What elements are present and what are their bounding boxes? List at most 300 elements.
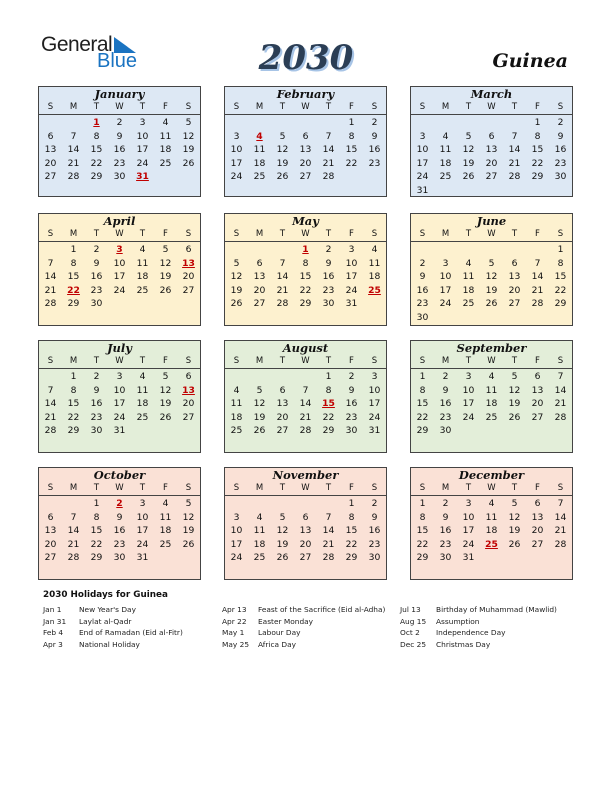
calendar-day: 30 bbox=[90, 425, 103, 437]
calendar-day: 3 bbox=[233, 130, 240, 142]
calendar-day: 25 bbox=[159, 538, 172, 550]
calendar-day: 6 bbox=[279, 384, 286, 396]
weekday-label: S bbox=[185, 229, 192, 239]
weekday-label: T bbox=[93, 229, 100, 239]
holiday-name: New Year's Day bbox=[79, 605, 136, 614]
calendar-day: 11 bbox=[253, 144, 266, 156]
calendar-day: 25 bbox=[136, 411, 149, 423]
calendar-day: 4 bbox=[139, 371, 146, 382]
calendar-day: 23 bbox=[322, 284, 335, 296]
holiday-day: 2 bbox=[116, 498, 123, 509]
calendar-day: 22 bbox=[90, 157, 103, 169]
calendar-day: 1 bbox=[534, 117, 541, 128]
calendar-day: 28 bbox=[299, 425, 312, 437]
calendar-day: 7 bbox=[70, 511, 77, 523]
holiday-day: 13 bbox=[182, 384, 195, 396]
calendar-day: 20 bbox=[299, 538, 312, 550]
weekday-label: F bbox=[349, 229, 354, 239]
weekday-label: S bbox=[185, 483, 192, 493]
calendar-day: 5 bbox=[511, 371, 518, 382]
calendar-day: 23 bbox=[554, 157, 567, 169]
calendar-day: 16 bbox=[416, 284, 429, 296]
calendar-year: 2030 bbox=[258, 38, 354, 78]
weekday-label: F bbox=[163, 483, 168, 493]
holiday-list bbox=[43, 590, 583, 660]
calendar-day: 15 bbox=[416, 525, 429, 537]
holiday-date: Apr 22 bbox=[222, 616, 247, 626]
calendar-day: 19 bbox=[159, 398, 172, 410]
calendar-day: 10 bbox=[136, 130, 149, 142]
calendar-day: 6 bbox=[47, 130, 54, 142]
calendar-day: 20 bbox=[182, 271, 195, 283]
calendar-day: 17 bbox=[230, 538, 243, 550]
calendar-day: 17 bbox=[136, 144, 149, 156]
calendar-day: 16 bbox=[368, 144, 381, 156]
month-april bbox=[38, 213, 201, 326]
calendar-day: 17 bbox=[345, 271, 358, 283]
weekday-label: F bbox=[349, 102, 354, 112]
calendar-day: 27 bbox=[531, 538, 544, 550]
calendar-day: 30 bbox=[345, 425, 358, 437]
calendar-day: 2 bbox=[348, 371, 355, 382]
calendar-day: 18 bbox=[253, 157, 266, 169]
calendar-day: 19 bbox=[253, 411, 266, 423]
calendar-day: 20 bbox=[508, 284, 521, 296]
holiday-name: Birthday of Muhammad (Mawlid) bbox=[436, 605, 557, 614]
month-february bbox=[224, 86, 387, 197]
weekday-label: T bbox=[511, 483, 518, 493]
weekday-header bbox=[411, 355, 572, 369]
calendar-day: 12 bbox=[182, 511, 195, 523]
calendar-day: 1 bbox=[70, 244, 77, 255]
calendar-day: 1 bbox=[70, 371, 77, 382]
weekday-label: M bbox=[69, 229, 78, 239]
calendar-day: 28 bbox=[322, 552, 335, 564]
calendar-day: 28 bbox=[531, 298, 544, 310]
calendar-day: 2 bbox=[442, 371, 449, 382]
calendar-day: 28 bbox=[554, 538, 567, 550]
calendar-day: 30 bbox=[439, 425, 452, 437]
calendar-day: 18 bbox=[230, 411, 243, 423]
calendar-day: 19 bbox=[159, 271, 172, 283]
calendar-day: 17 bbox=[462, 398, 475, 410]
calendar-day: 13 bbox=[531, 384, 544, 396]
calendar-day: 18 bbox=[462, 284, 475, 296]
weekday-label: S bbox=[419, 483, 426, 493]
calendar-day: 22 bbox=[67, 411, 80, 423]
calendar-day: 10 bbox=[462, 384, 475, 396]
weekday-label: F bbox=[349, 483, 354, 493]
calendar-day: 14 bbox=[299, 398, 312, 410]
calendar-day: 14 bbox=[44, 398, 57, 410]
calendar-day: 14 bbox=[554, 384, 567, 396]
calendar-day: 30 bbox=[90, 298, 103, 310]
holiday-date: Feb 4 bbox=[43, 628, 64, 638]
calendar-day: 9 bbox=[93, 257, 100, 269]
weekday-label: F bbox=[163, 102, 168, 112]
weekday-label: S bbox=[371, 483, 378, 493]
calendar-day: 14 bbox=[322, 525, 335, 537]
calendar-day: 9 bbox=[371, 130, 378, 142]
calendar-day: 5 bbox=[185, 117, 192, 128]
weekday-label: S bbox=[557, 102, 564, 112]
month-name: November bbox=[272, 468, 339, 482]
calendar-day: 15 bbox=[416, 398, 429, 410]
weekday-label: S bbox=[371, 102, 378, 112]
weekday-label: M bbox=[441, 483, 450, 493]
calendar-day: 19 bbox=[462, 157, 475, 169]
holiday-name: National Holiday bbox=[79, 639, 140, 649]
calendar-day: 10 bbox=[462, 511, 475, 523]
calendar-day: 10 bbox=[230, 525, 243, 537]
calendar-day: 21 bbox=[322, 157, 335, 169]
calendar-day: 14 bbox=[531, 271, 544, 283]
calendar-day: 9 bbox=[442, 511, 449, 523]
weekday-label: T bbox=[93, 102, 100, 112]
calendar-day: 4 bbox=[256, 511, 263, 523]
calendar-day: 19 bbox=[276, 538, 289, 550]
weekday-label: T bbox=[511, 229, 518, 239]
calendar-day: 9 bbox=[116, 511, 123, 523]
calendar-day: 22 bbox=[416, 538, 429, 550]
weekday-header bbox=[225, 101, 386, 115]
calendar-day: 21 bbox=[44, 284, 57, 296]
calendar-day: 20 bbox=[531, 525, 544, 537]
calendar-day: 11 bbox=[439, 144, 452, 156]
calendar-day: 3 bbox=[371, 371, 378, 382]
holiday-name: Independence Day bbox=[436, 628, 506, 638]
weekday-header bbox=[225, 482, 386, 496]
calendar-day: 30 bbox=[113, 552, 126, 564]
holiday-name: End of Ramadan (Eid al-Fitr) bbox=[79, 628, 183, 638]
holiday-day: 13 bbox=[182, 257, 195, 269]
calendar-day: 6 bbox=[302, 130, 309, 142]
calendar-day: 11 bbox=[368, 257, 381, 269]
calendar-day: 3 bbox=[116, 371, 123, 382]
calendar-day: 9 bbox=[442, 384, 449, 396]
calendar-day: 23 bbox=[113, 157, 126, 169]
calendar-day: 19 bbox=[508, 398, 521, 410]
weekday-label: S bbox=[47, 102, 54, 112]
calendar-day: 2 bbox=[116, 117, 123, 128]
calendar-day: 10 bbox=[113, 384, 126, 396]
calendar-day: 26 bbox=[253, 425, 266, 437]
calendar-day: 9 bbox=[348, 384, 355, 396]
weekday-label: S bbox=[47, 483, 54, 493]
weekday-label: T bbox=[139, 229, 146, 239]
calendar-day: 1 bbox=[419, 498, 426, 509]
month-name: April bbox=[103, 214, 136, 228]
calendar-day: 5 bbox=[162, 371, 169, 382]
calendar-day: 25 bbox=[136, 284, 149, 296]
calendar-day: 27 bbox=[485, 171, 498, 183]
calendar-day: 22 bbox=[322, 411, 335, 423]
calendar-day: 6 bbox=[47, 511, 54, 523]
calendar-day: 29 bbox=[67, 425, 80, 437]
weekday-label: T bbox=[93, 356, 100, 366]
calendar-day: 6 bbox=[511, 257, 518, 269]
calendar-day: 25 bbox=[253, 171, 266, 183]
calendar-day: 8 bbox=[302, 257, 309, 269]
holiday-day: 3 bbox=[116, 244, 123, 255]
calendar-day: 26 bbox=[276, 171, 289, 183]
calendar-day: 24 bbox=[439, 298, 452, 310]
calendar-day: 12 bbox=[276, 144, 289, 156]
calendar-day: 13 bbox=[531, 511, 544, 523]
calendar-day: 15 bbox=[345, 144, 358, 156]
calendar-day: 6 bbox=[185, 244, 192, 255]
weekday-label: T bbox=[139, 356, 146, 366]
weekday-label: M bbox=[69, 356, 78, 366]
weekday-header bbox=[39, 482, 200, 496]
weekday-label: W bbox=[487, 102, 496, 112]
calendar-day: 12 bbox=[182, 130, 195, 142]
calendar-day: 28 bbox=[276, 298, 289, 310]
calendar-day: 5 bbox=[511, 498, 518, 509]
calendar-day: 8 bbox=[325, 384, 332, 396]
calendar-day: 28 bbox=[508, 171, 521, 183]
month-name: December bbox=[458, 468, 525, 482]
calendar-day: 28 bbox=[44, 425, 57, 437]
calendar-day: 18 bbox=[159, 525, 172, 537]
calendar-day: 8 bbox=[419, 511, 426, 523]
calendar-day: 24 bbox=[230, 552, 243, 564]
calendar-day: 20 bbox=[531, 398, 544, 410]
calendar-day: 25 bbox=[230, 425, 243, 437]
calendar-day: 19 bbox=[230, 284, 243, 296]
calendar-day: 21 bbox=[531, 284, 544, 296]
calendar-day: 24 bbox=[368, 411, 381, 423]
weekday-label: M bbox=[255, 102, 264, 112]
calendar-day: 27 bbox=[253, 298, 266, 310]
calendar-day: 4 bbox=[162, 498, 169, 509]
calendar-day: 6 bbox=[488, 130, 495, 142]
calendar-day: 14 bbox=[67, 525, 80, 537]
calendar-day: 6 bbox=[256, 257, 263, 269]
calendar-day: 9 bbox=[325, 257, 332, 269]
weekday-label: S bbox=[371, 356, 378, 366]
month-november bbox=[224, 467, 387, 580]
calendar-day: 14 bbox=[276, 271, 289, 283]
calendar-day: 13 bbox=[508, 271, 521, 283]
calendar-day: 27 bbox=[182, 284, 195, 296]
calendar-day: 5 bbox=[185, 498, 192, 509]
calendar-day: 26 bbox=[508, 538, 521, 550]
holiday-day: 4 bbox=[256, 130, 263, 142]
calendar-day: 7 bbox=[557, 371, 564, 382]
weekday-label: S bbox=[47, 229, 54, 239]
weekday-label: F bbox=[535, 102, 540, 112]
calendar-day: 18 bbox=[159, 144, 172, 156]
calendar-day: 15 bbox=[90, 525, 103, 537]
calendar-day: 23 bbox=[113, 538, 126, 550]
month-name: July bbox=[107, 341, 132, 355]
calendar-day: 2 bbox=[371, 498, 378, 509]
calendar-day: 24 bbox=[462, 411, 475, 423]
calendar-day: 7 bbox=[325, 130, 332, 142]
month-july bbox=[38, 340, 201, 453]
calendar-day: 30 bbox=[322, 298, 335, 310]
calendar-day: 2 bbox=[557, 117, 564, 128]
weekday-label: T bbox=[511, 356, 518, 366]
calendar-day: 28 bbox=[67, 552, 80, 564]
calendar-day: 21 bbox=[554, 398, 567, 410]
calendar-day: 16 bbox=[345, 398, 358, 410]
calendar-day: 18 bbox=[485, 525, 498, 537]
weekday-label: M bbox=[441, 356, 450, 366]
weekday-label: T bbox=[465, 356, 472, 366]
holiday-day: 31 bbox=[136, 171, 149, 183]
calendar-day: 15 bbox=[67, 398, 80, 410]
month-name: February bbox=[276, 87, 335, 101]
calendar-day: 4 bbox=[442, 130, 449, 142]
calendar-day: 29 bbox=[416, 425, 429, 437]
calendar-day: 13 bbox=[44, 144, 57, 156]
weekday-label: S bbox=[557, 356, 564, 366]
holiday-date: Dec 25 bbox=[400, 639, 427, 649]
holiday-day: 1 bbox=[302, 244, 309, 255]
weekday-label: F bbox=[535, 356, 540, 366]
calendar-day: 14 bbox=[508, 144, 521, 156]
month-name: June bbox=[476, 214, 507, 228]
calendar-day: 6 bbox=[534, 498, 541, 509]
calendar-day: 4 bbox=[162, 117, 169, 128]
calendar-day: 23 bbox=[439, 538, 452, 550]
weekday-label: W bbox=[301, 229, 310, 239]
calendar-day: 5 bbox=[279, 130, 286, 142]
calendar-day: 10 bbox=[230, 144, 243, 156]
calendar-day: 27 bbox=[276, 425, 289, 437]
calendar-day: 17 bbox=[416, 157, 429, 169]
calendar-day: 12 bbox=[276, 525, 289, 537]
calendar-day: 9 bbox=[419, 271, 426, 283]
calendar-day: 16 bbox=[439, 398, 452, 410]
calendar-day: 24 bbox=[230, 171, 243, 183]
calendar-day: 22 bbox=[416, 411, 429, 423]
calendar-day: 5 bbox=[233, 257, 240, 269]
calendar-day: 30 bbox=[113, 171, 126, 183]
calendar-day: 27 bbox=[44, 171, 57, 183]
weekday-label: T bbox=[139, 102, 146, 112]
calendar-day: 20 bbox=[182, 398, 195, 410]
calendar-day: 26 bbox=[276, 552, 289, 564]
weekday-label: S bbox=[47, 356, 54, 366]
weekday-label: M bbox=[255, 229, 264, 239]
calendar-day: 10 bbox=[439, 271, 452, 283]
month-may bbox=[224, 213, 387, 326]
weekday-header bbox=[411, 101, 572, 115]
calendar-day: 27 bbox=[508, 298, 521, 310]
calendar-day: 2 bbox=[93, 371, 100, 382]
weekday-header bbox=[411, 482, 572, 496]
calendar-day: 19 bbox=[508, 525, 521, 537]
weekday-label: S bbox=[557, 483, 564, 493]
calendar-day: 23 bbox=[90, 411, 103, 423]
calendar-day: 7 bbox=[557, 498, 564, 509]
calendar-day: 24 bbox=[136, 538, 149, 550]
weekday-label: T bbox=[325, 229, 332, 239]
calendar-day: 9 bbox=[116, 130, 123, 142]
holiday-date: Apr 13 bbox=[222, 605, 247, 614]
weekday-label: T bbox=[279, 102, 286, 112]
calendar-day: 3 bbox=[139, 498, 146, 509]
calendar-day: 10 bbox=[136, 511, 149, 523]
calendar-day: 12 bbox=[159, 384, 172, 396]
calendar-day: 26 bbox=[159, 411, 172, 423]
month-january bbox=[38, 86, 201, 197]
calendar-day: 18 bbox=[485, 398, 498, 410]
calendar-day: 19 bbox=[182, 525, 195, 537]
calendar-day: 11 bbox=[253, 525, 266, 537]
calendar-day: 1 bbox=[348, 498, 355, 509]
weekday-label: W bbox=[301, 356, 310, 366]
calendar-day: 7 bbox=[279, 257, 286, 269]
weekday-label: F bbox=[163, 356, 168, 366]
weekday-header bbox=[39, 228, 200, 242]
holiday-day: 25 bbox=[485, 538, 498, 550]
holiday-date: May 25 bbox=[222, 639, 250, 649]
calendar-day: 22 bbox=[345, 157, 358, 169]
month-name: September bbox=[456, 341, 527, 355]
calendar-day: 18 bbox=[439, 157, 452, 169]
calendar-day: 14 bbox=[554, 511, 567, 523]
calendar-day: 2 bbox=[442, 498, 449, 509]
calendar-day: 19 bbox=[485, 284, 498, 296]
calendar-day: 10 bbox=[416, 144, 429, 156]
calendar-day: 19 bbox=[276, 157, 289, 169]
calendar-day: 20 bbox=[44, 538, 57, 550]
calendar-day: 5 bbox=[279, 511, 286, 523]
calendar-day: 29 bbox=[322, 425, 335, 437]
calendar-day: 14 bbox=[67, 144, 80, 156]
calendar-day: 29 bbox=[416, 552, 429, 564]
weekday-label: M bbox=[441, 102, 450, 112]
calendar-day: 11 bbox=[462, 271, 475, 283]
holiday-list-title: 2030 Holidays for Guinea bbox=[43, 590, 168, 600]
calendar-day: 6 bbox=[185, 371, 192, 382]
calendar-day: 8 bbox=[70, 384, 77, 396]
calendar-day: 5 bbox=[465, 130, 472, 142]
calendar-day: 22 bbox=[554, 284, 567, 296]
weekday-label: S bbox=[419, 356, 426, 366]
calendar-day: 10 bbox=[113, 257, 126, 269]
weekday-label: W bbox=[301, 483, 310, 493]
calendar-day: 18 bbox=[136, 271, 149, 283]
calendar-day: 27 bbox=[299, 552, 312, 564]
weekday-label: W bbox=[115, 229, 124, 239]
calendar-day: 16 bbox=[554, 144, 567, 156]
calendar-day: 25 bbox=[439, 171, 452, 183]
weekday-label: W bbox=[487, 356, 496, 366]
calendar-day: 25 bbox=[253, 552, 266, 564]
calendar-day: 30 bbox=[368, 552, 381, 564]
calendar-day: 31 bbox=[136, 552, 149, 564]
calendar-day: 29 bbox=[67, 298, 80, 310]
month-august bbox=[224, 340, 387, 453]
calendar-day: 29 bbox=[90, 171, 103, 183]
calendar-day: 4 bbox=[371, 244, 378, 255]
month-name: January bbox=[94, 87, 145, 101]
calendar-day: 17 bbox=[230, 157, 243, 169]
calendar-day: 11 bbox=[485, 384, 498, 396]
calendar-day: 23 bbox=[90, 284, 103, 296]
calendar-day: 8 bbox=[93, 130, 100, 142]
weekday-label: F bbox=[535, 483, 540, 493]
holiday-name: Feast of the Sacrifice (Eid al-Adha) bbox=[258, 605, 386, 614]
holiday-name: Laylat al-Qadr bbox=[79, 616, 132, 626]
calendar-day: 31 bbox=[113, 425, 126, 437]
calendar-day: 31 bbox=[416, 185, 429, 196]
